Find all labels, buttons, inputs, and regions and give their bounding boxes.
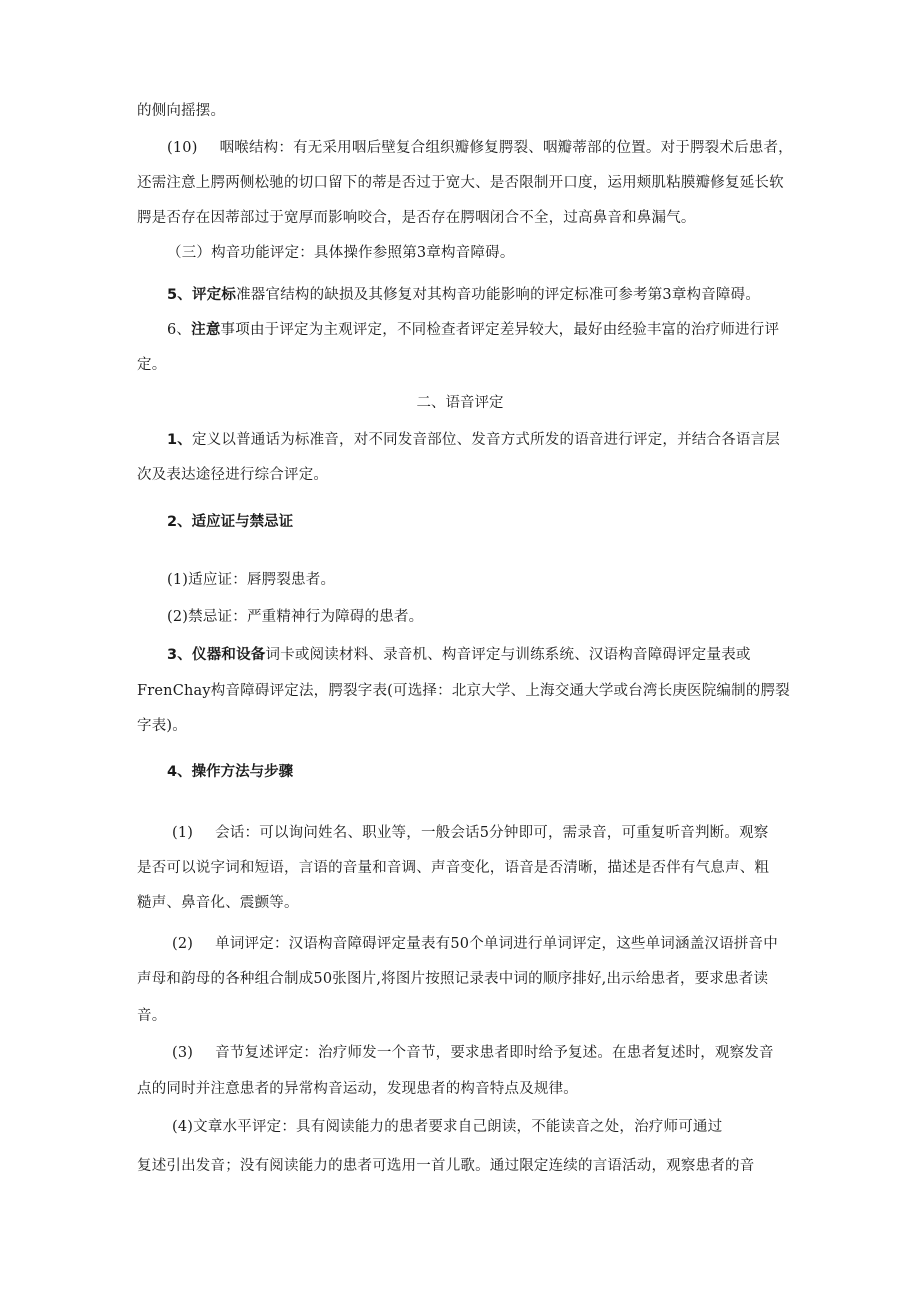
paragraph-line: 糙声、鼻音化、震颤等。: [137, 895, 299, 911]
paragraph-line: (1)适应证：唇腭裂患者。: [167, 572, 336, 588]
paragraph-line: [167, 430, 780, 450]
item-text: 准器官结构的缺损及其修复对其构音功能影响的评定标准可参考第3章构音障碍。: [236, 287, 761, 303]
section-title: 二、语音评定: [416, 395, 504, 411]
item-number: (10): [167, 140, 198, 156]
item-text: 会话：可以询问姓名、职业等，一般会话5分钟即可，需录音，可重复听音判断。观察: [215, 825, 769, 841]
item-text: 咽喉结构：有无采用咽后壁复合组织瓣修复腭裂、咽瓣蒂部的位置。对于腭裂术后患者，: [219, 140, 793, 156]
paragraph-line: (4)文章水平评定：具有阅读能力的患者要求自己朗读，不能读音之处，治疗师可通过: [172, 1119, 723, 1135]
item-number: (2): [172, 936, 194, 952]
item-number: (3): [172, 1045, 194, 1061]
item-number: (1): [172, 825, 194, 841]
section-label: 5、评定标: [167, 287, 237, 303]
section-label: 3、仪器和设备: [167, 647, 266, 663]
paragraph-line: （三）构音功能评定：具体操作参照第3章构音障碍。: [167, 245, 515, 261]
section-label: 1、: [167, 432, 192, 448]
item-text: 词卡或阅读材料、录音机、构音评定与训练系统、汉语构音障碍评定量表或: [265, 647, 751, 663]
item-number: 6、: [167, 322, 192, 338]
paragraph-line: 的侧向摇摆。: [137, 103, 226, 119]
paragraph-line: 音。: [137, 1008, 167, 1024]
item-text: 音节复述评定：治疗师发一个音节，要求患者即时给予复述。在患者复述时，观察发音: [215, 1045, 774, 1061]
subsection-heading: 4、操作方法与步骤: [167, 764, 294, 780]
paragraph-line: [172, 823, 768, 843]
paragraph-line: (2)禁忌证：严重精神行为障碍的患者。: [167, 609, 424, 625]
paragraph-line: 腭是否存在因蒂部过于宽厚而影响咬合，是否存在腭咽闭合不全，过高鼻音和鼻漏气。: [137, 210, 696, 226]
paragraph-line: [172, 1043, 774, 1063]
item-text: 事项由于评定为主观评定，不同检查者评定差异较大，最好由经验丰富的治疗师进行评: [220, 322, 780, 338]
paragraph-line: 定。: [137, 357, 167, 373]
paragraph-line: FrenChay构音障碍评定法，腭裂字表(可选择：北京大学、上海交通大学或台湾长庚医院编制的腭裂: [137, 683, 790, 699]
paragraph-line: 是否可以说字词和短语，言语的音量和音调、声音变化，语音是否清晰，描述是否伴有气息声、粗: [137, 860, 770, 876]
paragraph-line: 次及表达途径进行综合评定。: [137, 467, 329, 483]
paragraph-line: 声母和韵母的各种组合制成50张图片,将图片按照记录表中词的顺序排好,出示给患者，要求患者读: [137, 971, 769, 987]
subsection-heading: 2、适应证与禁忌证: [167, 514, 294, 530]
paragraph-line: 字表)。: [137, 718, 187, 734]
paragraph-line: 点的同时并注意患者的异常构音运动，发现患者的构音特点及规律。: [137, 1081, 578, 1097]
section-label: 注意: [191, 322, 221, 338]
item-text: 定义以普通话为标准音，对不同发音部位、发音方式所发的语音进行评定，并结合各语言层: [192, 432, 780, 448]
paragraph-line: 还需注意上腭两侧松驰的切口留下的蒂是否过于宽大、是否限制开口度，运用颊肌粘膜瓣修复延长软: [137, 175, 784, 191]
paragraph-line: [167, 285, 760, 305]
paragraph-line: [167, 645, 751, 665]
paragraph-line: [167, 320, 779, 340]
paragraph-line: 复述引出发音；没有阅读能力的患者可选用一首儿歌。通过限定连续的言语活动，观察患者的音: [137, 1158, 755, 1174]
paragraph-line: [172, 934, 778, 954]
paragraph-line: [167, 138, 793, 158]
item-text: 单词评定：汉语构音障碍评定量表有50个单词进行单词评定，这些单词涵盖汉语拼音中: [215, 936, 778, 952]
